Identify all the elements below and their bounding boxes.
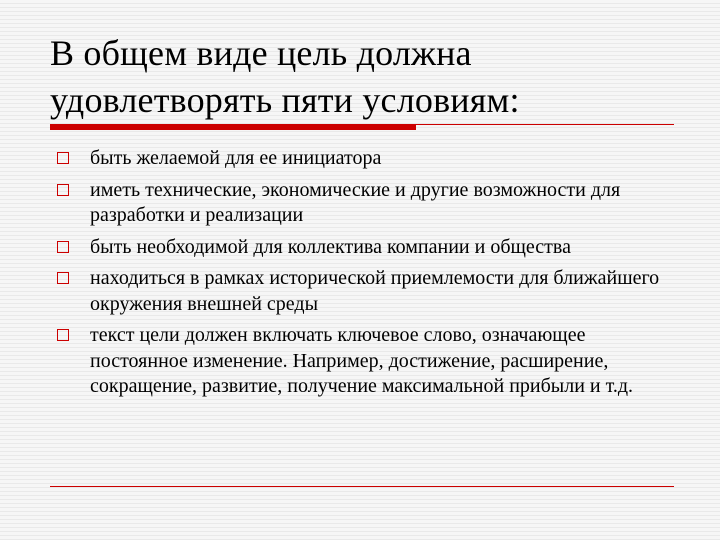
list-item-text: текст цели должен включать ключевое слово, означающее постоянное изменение. Например, достижение, расширение, сокращение, развитие, получение максимальной прибыли и т.д. [90, 324, 634, 397]
list-item-text: быть необходимой для коллектива компании и общества [90, 235, 571, 258]
slide-title-line-1: В общем виде цель должна [50, 33, 472, 73]
slide-title [50, 30, 690, 124]
hollow-square-bullet-icon [57, 152, 69, 164]
list-item-text: иметь технические, экономические и другие возможности для разработки и реализации [90, 178, 621, 226]
list-item [56, 146, 686, 172]
slide-title-line-2: удовлетворять пяти условиям: [50, 80, 520, 120]
list-item [56, 266, 686, 317]
title-underline-thick [50, 124, 416, 130]
list-item-text: быть желаемой для ее инициатора [90, 147, 382, 169]
hollow-square-bullet-icon [57, 272, 69, 284]
list-item [56, 235, 686, 261]
bullet-list [56, 146, 686, 406]
bottom-rule [50, 486, 674, 487]
hollow-square-bullet-icon [57, 241, 69, 253]
list-item [56, 323, 686, 400]
list-item-text: находиться в рамках исторической приемлемости для ближайшего окружения внешней среды [90, 267, 660, 315]
title-underline-thin [416, 124, 674, 125]
hollow-square-bullet-icon [57, 184, 69, 196]
hollow-square-bullet-icon [57, 329, 69, 341]
list-item [56, 178, 686, 229]
